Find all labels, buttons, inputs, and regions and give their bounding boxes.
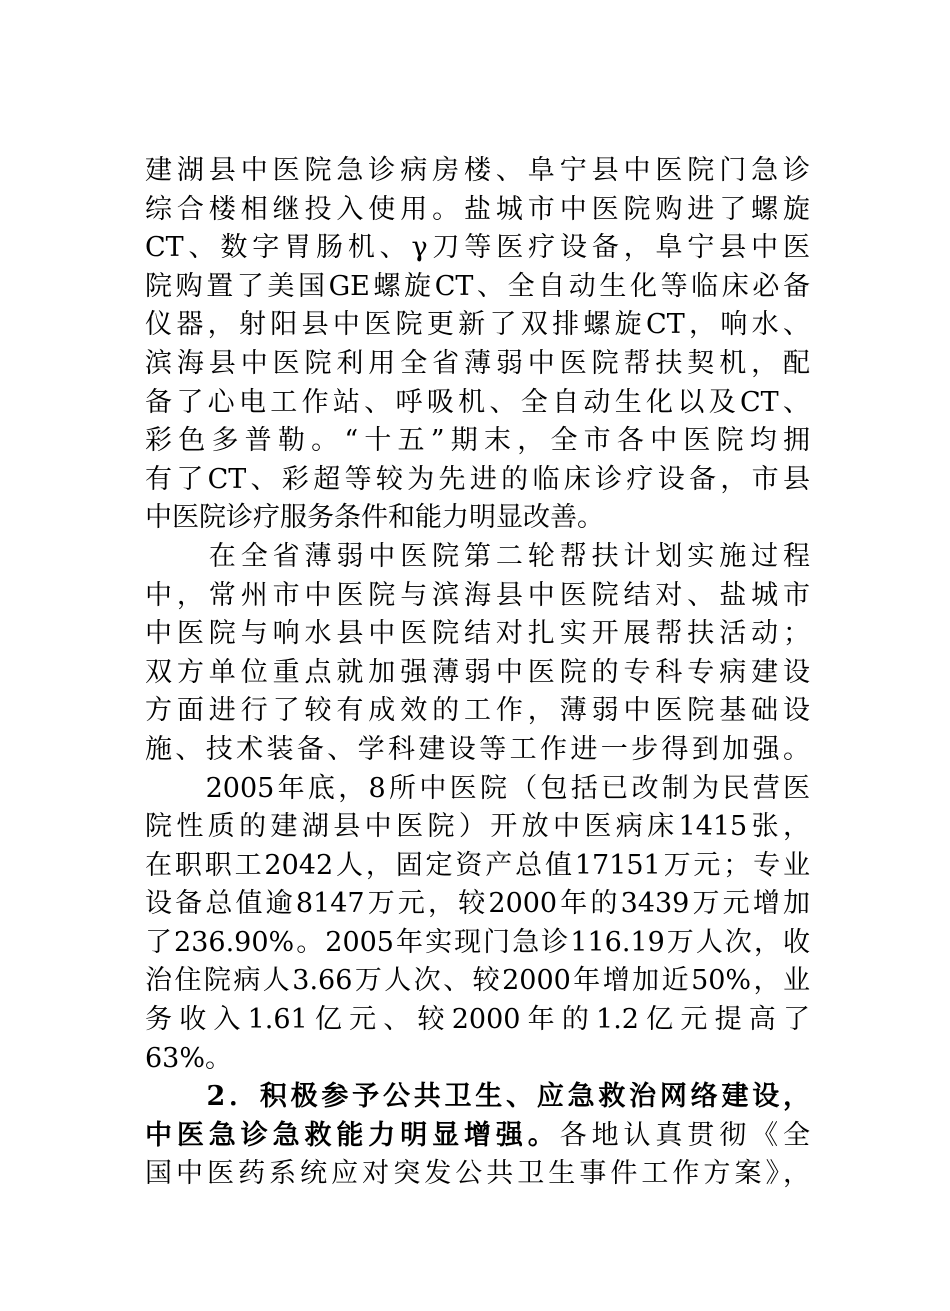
text-line: 在职职工2042人，固定资产总值17151万元；专业 bbox=[145, 849, 810, 881]
text-line-mixed bbox=[145, 1117, 810, 1156]
text-line: 中医院与响水县中医院结对扎实开展帮扶活动； bbox=[145, 618, 810, 650]
text-line: CT、数字胃肠机、γ刀等医疗设备，阜宁县中医 bbox=[145, 232, 810, 264]
text-line: 综合楼相继投入使用。盐城市中医院购进了螺旋 bbox=[145, 193, 810, 225]
section-heading: 2．积极参予公共卫生、应急救治网络建设， bbox=[145, 1081, 810, 1113]
text-fragment: 各地认真贯彻《全 bbox=[559, 1119, 811, 1151]
text-line: 务收入1.61亿元、较2000年的1.2亿元提高了 bbox=[145, 1004, 810, 1036]
text-line: 2005年底，8所中医院（包括已改制为民营医 bbox=[145, 772, 810, 804]
body-text bbox=[145, 152, 810, 1194]
text-line: 双方单位重点就加强薄弱中医院的专科专病建设 bbox=[145, 656, 810, 688]
text-line: 备了心电工作站、呼吸机、全自动生化以及CT、 bbox=[145, 386, 810, 418]
text-line: 国中医药系统应对突发公共卫生事件工作方案》， bbox=[145, 1158, 810, 1190]
text-line: 有了CT、彩超等较为先进的临床诊疗设备，市县 bbox=[145, 463, 810, 495]
text-line: 中医院诊疗服务条件和能力明显改善。 bbox=[145, 502, 604, 534]
text-line: 治住院病人3.66万人次、较2000年增加近50%，业 bbox=[145, 965, 810, 997]
text-line: 中，常州市中医院与滨海县中医院结对、盐城市 bbox=[145, 579, 810, 611]
text-line: 方面进行了较有成效的工作，薄弱中医院基础设 bbox=[145, 695, 810, 727]
text-line: 设备总值逾8147万元，较2000年的3439万元增加 bbox=[145, 888, 810, 920]
text-line: 施、技术装备、学科建设等工作进一步得到加强。 bbox=[145, 733, 810, 765]
text-line: 了236.90%。2005年实现门急诊116.19万人次，收 bbox=[145, 926, 810, 958]
text-line: 彩色多普勒。“十五”期末，全市各中医院均拥 bbox=[145, 425, 810, 457]
section-heading-end: 中医急诊急救能力明显增强。 bbox=[145, 1119, 560, 1151]
text-line: 滨海县中医院利用全省薄弱中医院帮扶契机，配 bbox=[145, 347, 810, 379]
text-line: 在全省薄弱中医院第二轮帮扶计划实施过程 bbox=[145, 540, 810, 572]
text-line: 院购置了美国GE螺旋CT、全自动生化等临床必备 bbox=[145, 270, 810, 302]
text-line: 仪器，射阳县中医院更新了双排螺旋CT，响水、 bbox=[145, 309, 810, 341]
text-line: 建湖县中医院急诊病房楼、阜宁县中医院门急诊 bbox=[145, 155, 810, 186]
text-line: 院性质的建湖县中医院）开放中医病床1415张， bbox=[145, 811, 810, 843]
text-line: 63%。 bbox=[145, 1042, 233, 1074]
